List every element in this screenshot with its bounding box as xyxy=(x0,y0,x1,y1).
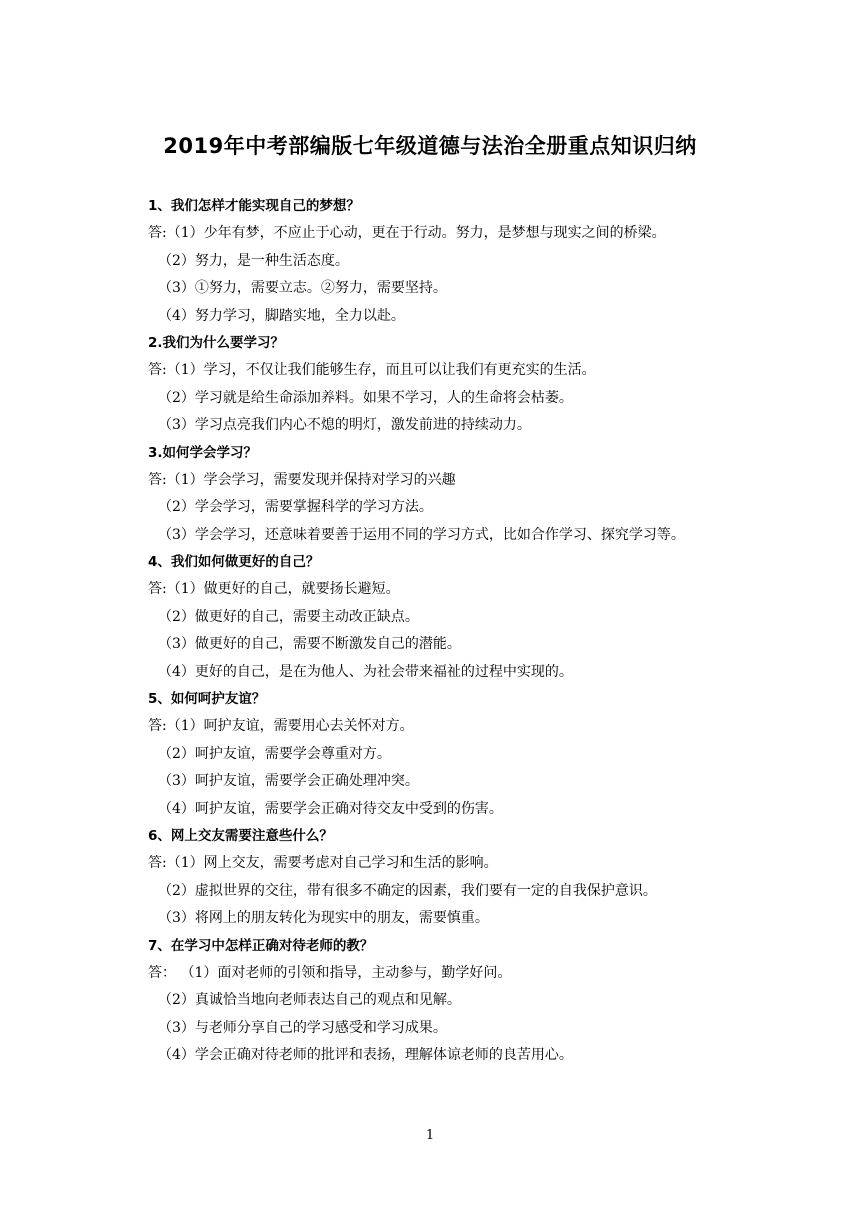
qa-section xyxy=(148,193,748,330)
answer-line: （2）学会学习，需要掌握科学的学习方法。 xyxy=(158,499,433,516)
document-body xyxy=(148,193,748,1070)
question-heading: 7、在学习中怎样正确对待老师的教？ xyxy=(148,937,374,954)
answer-line: （2）虚拟世界的交往，带有很多不确定的因素，我们要有一定的自我保护意识。 xyxy=(158,882,657,899)
document-title: 2019年中考部编版七年级道德与法治全册重点知识归纳 xyxy=(163,134,697,158)
question-heading: 6、网上交友需要注意些什么？ xyxy=(148,827,333,844)
answer-line: （3）学会学习，还意味着要善于运用不同的学习方式，比如合作学习、探究学习等。 xyxy=(158,526,685,543)
answer-line: （3）①努力，需要立志。②努力，需要坚持。 xyxy=(158,280,447,297)
answer-line: 答:（1）网上交友，需要考虑对自己学习和生活的影响。 xyxy=(148,855,498,872)
answer-line: （3）将网上的朋友转化为现实中的朋友，需要慎重。 xyxy=(158,910,489,927)
answer-line: （2）呵护友谊，需要学会尊重对方。 xyxy=(158,745,391,762)
page-number: 1 xyxy=(425,1128,435,1143)
qa-section xyxy=(148,330,748,440)
answer-line: （2）真诚恰当地向老师表达自己的观点和见解。 xyxy=(158,992,461,1009)
question-heading: 3.如何学会学习？ xyxy=(148,444,258,461)
answer-line: （2）做更好的自己，需要主动改正缺点。 xyxy=(158,608,419,625)
answer-line: 答:（1）少年有梦，不应止于心动，更在于行动。努力，是梦想与现实之间的桥梁。 xyxy=(148,225,666,242)
qa-section xyxy=(148,933,748,1070)
answer-line: 答:（1）学习，不仅让我们能够生存，而且可以让我们有更充实的生活。 xyxy=(148,362,596,379)
qa-section xyxy=(148,823,748,933)
answer-line: 答:（1）学会学习，需要发现并保持对学习的兴趣 xyxy=(148,471,456,488)
answer-line: 答:（1）做更好的自己，就要扬长避短。 xyxy=(148,581,400,598)
answer-line: （3）学习点亮我们内心不熄的明灯，激发前进的持续动力。 xyxy=(158,417,531,434)
answer-line: （3）呵护友谊，需要学会正确处理冲突。 xyxy=(158,773,419,790)
answer-line: （4）学会正确对待老师的批评和表扬，理解体谅老师的良苦用心。 xyxy=(158,1047,573,1064)
answer-line: （2）学习就是给生命添加养料。如果不学习，人的生命将会枯萎。 xyxy=(158,389,573,406)
question-heading: 1、我们怎样才能实现自己的梦想？ xyxy=(148,198,360,214)
qa-section xyxy=(148,686,748,823)
answer-line: （2）努力，是一种生活态度。 xyxy=(158,252,349,269)
answer-line: （4）更好的自己，是在为他人、为社会带来福祉的过程中实现的。 xyxy=(158,663,573,680)
question-heading: 2.我们为什么要学习？ xyxy=(148,334,285,351)
answer-line: 答： （1）面对老师的引领和指导，主动参与，勤学好问。 xyxy=(148,964,512,981)
answer-line: （4）努力学习，脚踏实地，全力以赴。 xyxy=(158,307,405,324)
answer-line: 答:（1）呵护友谊，需要用心去关怀对方。 xyxy=(148,718,414,735)
answer-line: （4）呵护友谊，需要学会正确对待交友中受到的伤害。 xyxy=(158,800,503,817)
question-heading: 5、如何呵护友谊？ xyxy=(148,691,266,708)
answer-line: （3）做更好的自己，需要不断激发自己的潜能。 xyxy=(158,636,461,653)
qa-section xyxy=(148,440,748,550)
qa-section xyxy=(148,549,748,686)
question-heading: 4、我们如何做更好的自己？ xyxy=(148,554,320,571)
answer-line: （3）与老师分享自己的学习感受和学习成果。 xyxy=(158,1019,447,1036)
